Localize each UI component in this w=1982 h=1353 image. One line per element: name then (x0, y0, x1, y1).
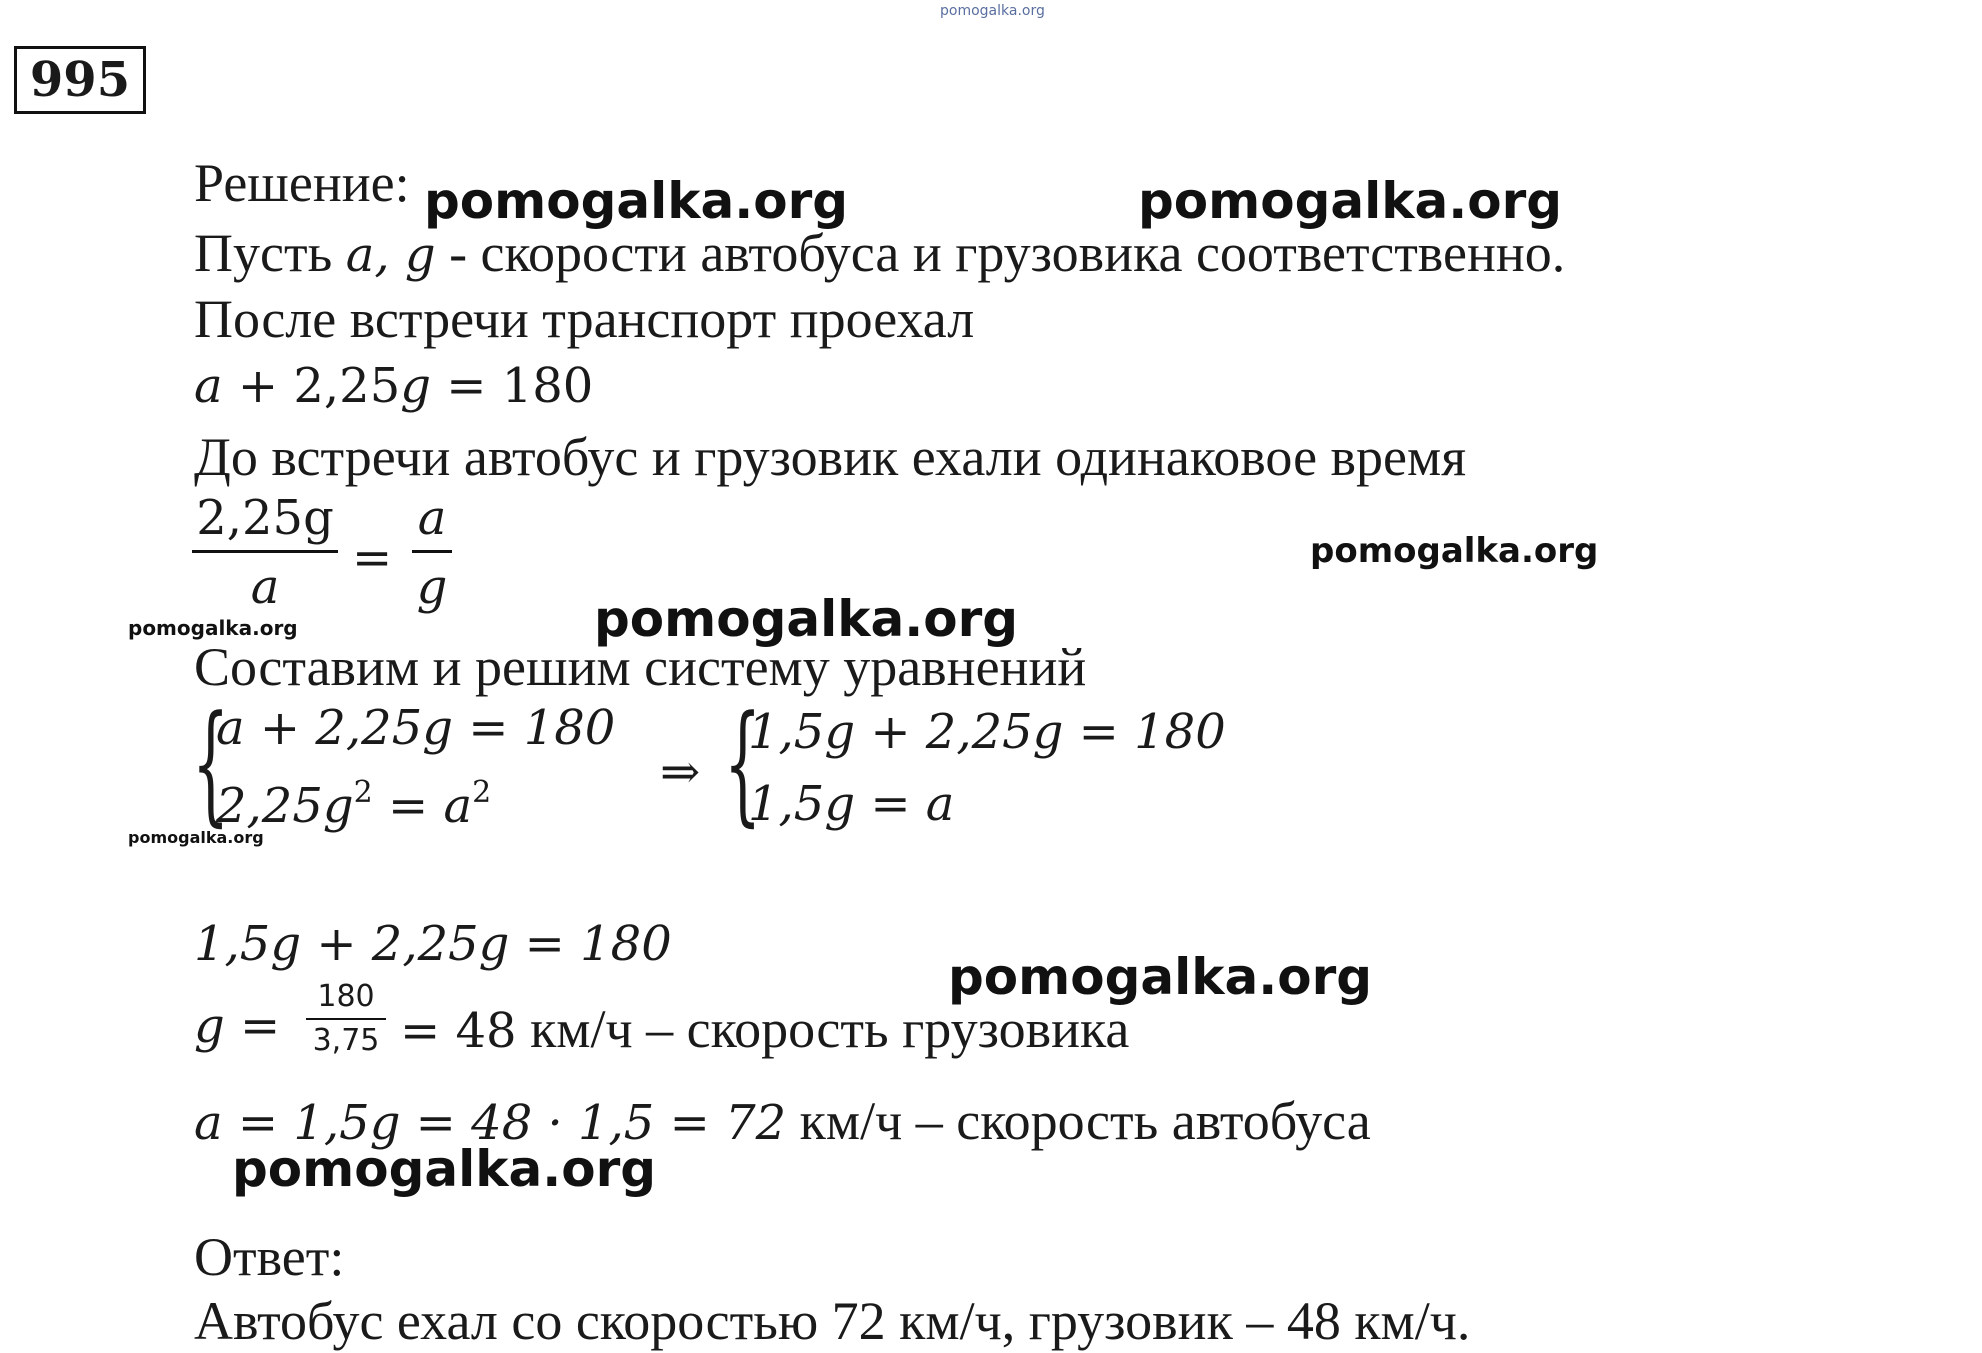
left-row2-exp: 2 (353, 775, 373, 810)
let-suffix: - скорости автобуса и грузовика соответственно. (435, 223, 1566, 283)
sum-mid: + 2,25 (222, 358, 401, 414)
right-brace: { (724, 687, 762, 839)
a-text: км/ч – скорость автобуса (786, 1091, 1371, 1151)
g-text: км/ч – скорость грузовика (516, 999, 1130, 1059)
watermark-8[interactable]: pomogalka.org (232, 1140, 657, 1198)
let-prefix: Пусть (194, 223, 346, 283)
g-fraction-den: 3,75 (312, 1023, 380, 1058)
left-brace: { (192, 687, 230, 839)
watermark-2[interactable]: pomogalka.org (1138, 172, 1563, 230)
g-rhs: = 48 (400, 1003, 517, 1059)
g-fraction (306, 979, 386, 1058)
ratio-left-den: a (250, 559, 280, 615)
watermark-4[interactable]: pomogalka.org (128, 616, 298, 640)
ratio-right-fraction (412, 490, 452, 615)
solution-label: Решение: (194, 153, 410, 213)
system-line: Составим и решим систему уравнений (194, 637, 1087, 697)
sum-a: a (194, 358, 223, 414)
g-lhs: g = (194, 998, 281, 1054)
left-row2-exp2: 2 (472, 775, 492, 810)
sum-g: g (400, 358, 431, 414)
right-system-row2: 1,5g = a (748, 776, 955, 832)
let-vars: a, g (345, 227, 436, 283)
answer-text: Автобус ехал со скоростью 72 км/ч, грузовик – 48 км/ч. (194, 1291, 1471, 1351)
left-row2-base: 2,25g (216, 778, 354, 834)
watermark-6[interactable]: pomogalka.org (128, 828, 264, 847)
ratio-equals: = (352, 530, 393, 586)
ratio-left-fraction (192, 490, 338, 615)
ratio-left-num: 2,25g (196, 490, 334, 546)
left-system-row2 (216, 775, 492, 834)
sum-rhs: = 180 (430, 358, 594, 414)
g-fraction-bar (306, 1018, 386, 1020)
watermark-7[interactable]: pomogalka.org (948, 948, 1373, 1006)
top-watermark[interactable]: pomogalka.org (940, 3, 1045, 19)
combined-equation: 1,5g + 2,25g = 180 (194, 916, 672, 972)
after-meeting-line: После встречи транспорт проехал (194, 289, 975, 349)
sum-equation (194, 358, 594, 414)
problem-number-box: 995 (14, 46, 146, 114)
g-fraction-num: 180 (317, 979, 375, 1014)
watermark-5[interactable]: pomogalka.org (594, 590, 1019, 648)
implies-arrow: ⇒ (660, 744, 701, 800)
ratio-right-bar (412, 550, 452, 553)
g-result-line (400, 999, 1130, 1059)
ratio-right-num: a (417, 490, 447, 546)
watermark-3[interactable]: pomogalka.org (1310, 531, 1599, 571)
a-math: a = 1,5g = 48 · 1,5 = 72 (194, 1095, 787, 1151)
ratio-left-bar (192, 550, 338, 553)
left-row2-mid: = a (372, 778, 473, 834)
before-meeting-line: До встречи автобус и грузовик ехали одинаковое время (194, 427, 1467, 487)
ratio-right-den: g (416, 559, 448, 615)
watermark-1[interactable]: pomogalka.org (424, 172, 849, 230)
right-system-row1: 1,5g + 2,25g = 180 (748, 704, 1226, 760)
left-system-row1: a + 2,25g = 180 (216, 700, 616, 756)
answer-label: Ответ: (194, 1227, 345, 1287)
let-line (194, 223, 1566, 283)
